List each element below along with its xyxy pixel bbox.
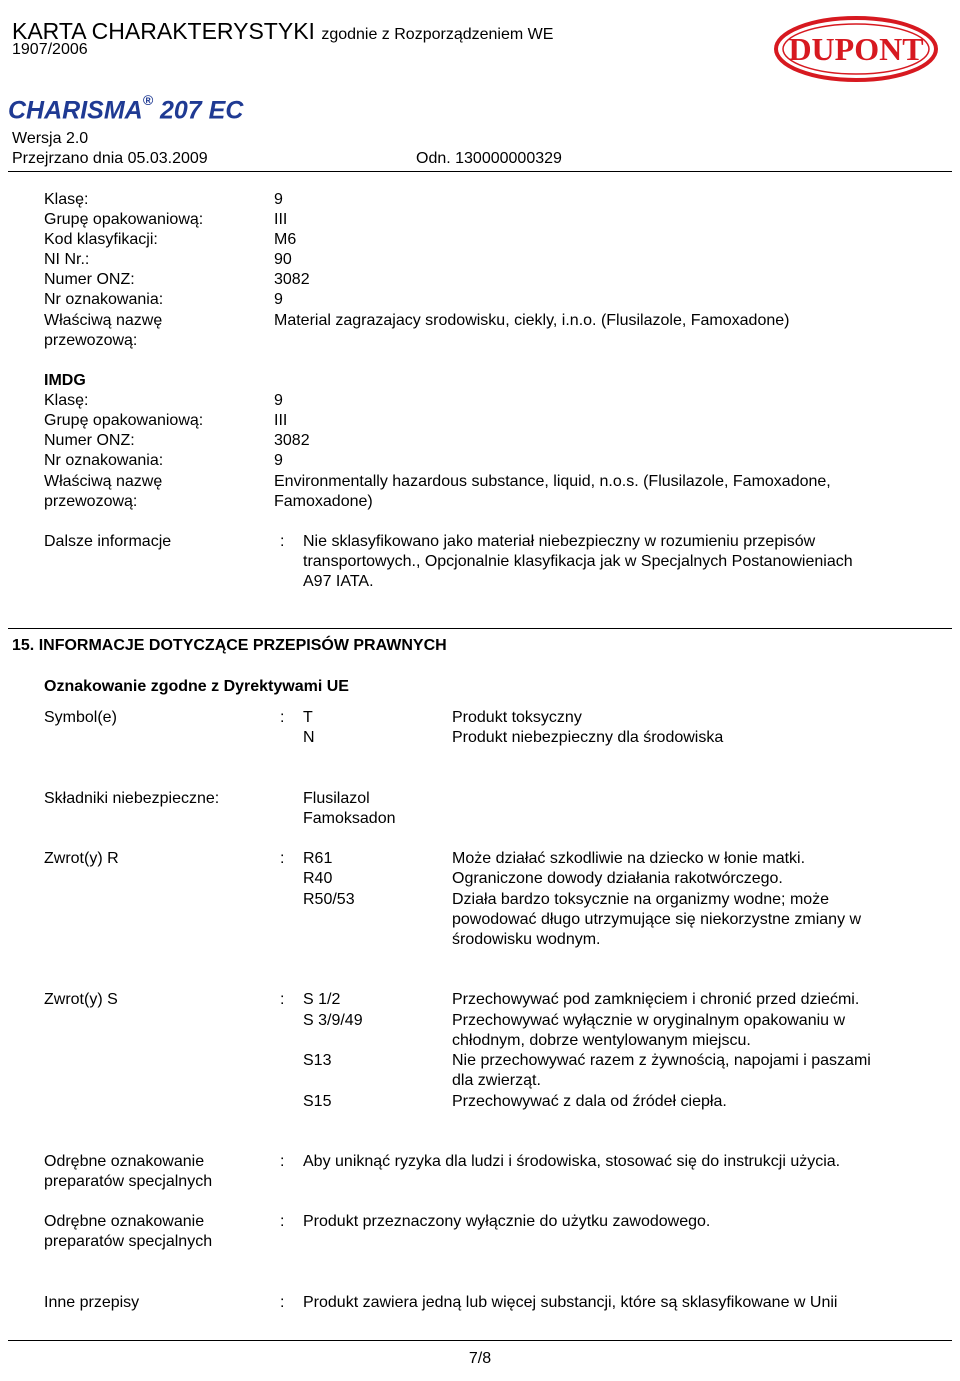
registered-mark: ®	[142, 92, 154, 108]
special-labelling-2-label-line-2: preparatów specjalnych	[44, 1233, 213, 1250]
r-phrase-text-3-line-1: Działa bardzo toksycznie na organizmy wodne; może	[452, 891, 830, 908]
hazardous-ingredients-label: Składniki niebezpieczne:	[44, 790, 220, 807]
s-phrase-text-4: Przechowywać z dala od źródeł ciepła.	[452, 1093, 727, 1110]
imdg-label-shipping-name-2: przewozową:	[44, 493, 138, 510]
section-15-heading: 15. INFORMACJE DOTYCZĄCE PRZEPISÓW PRAWNYCH	[12, 637, 447, 654]
adn-label-shipping-name-1: Właściwą nazwę	[44, 312, 163, 329]
special-labelling-1-colon: :	[280, 1153, 285, 1170]
imdg-label-marking: Nr oznakowania:	[44, 452, 164, 469]
adn-label-shipping-name-2: przewozową:	[44, 332, 138, 349]
imdg-value-un: 3082	[274, 432, 310, 449]
s-phrase-text-2-line-1: Przechowywać wyłącznie w oryginalnym opakowaniu w	[452, 1012, 846, 1029]
page-number: 7/8	[468, 1350, 492, 1367]
logo-text: DUPONT	[788, 31, 924, 67]
s-phrases-colon: :	[280, 991, 285, 1008]
imdg-label-un: Numer ONZ:	[44, 432, 135, 449]
adn-label-marking: Nr oznakowania:	[44, 291, 164, 308]
ingredient-1: Flusilazol	[303, 790, 370, 807]
eu-labelling-heading: Oznakowanie zgodne z Dyrektywami UE	[44, 678, 349, 695]
imdg-value-shipping-name-1: Environmentally hazardous substance, liquid, n.o.s. (Flusilazole, Famoxadone,	[274, 473, 831, 490]
imdg-value-class: 9	[274, 392, 283, 409]
adn-label-packing: Grupę opakowaniową:	[44, 211, 204, 228]
further-info-colon: :	[280, 533, 285, 550]
imdg-heading: IMDG	[44, 372, 86, 389]
imdg-label-packing: Grupę opakowaniową:	[44, 412, 204, 429]
adn-label-code: Kod klasyfikacji:	[44, 231, 158, 248]
symbol-code-n: N	[303, 729, 315, 746]
special-labelling-2-value: Produkt przeznaczony wyłącznie do użytku zawodowego.	[303, 1213, 711, 1230]
special-labelling-2-colon: :	[280, 1213, 285, 1230]
footer-divider	[8, 1340, 952, 1341]
s-phrase-text-3-line-1: Nie przechowywać razem z żywnością, napojami i paszami	[452, 1052, 871, 1069]
further-info-line-3: A97 IATA.	[303, 573, 374, 590]
symbol-code-t: T	[303, 709, 313, 726]
other-regulations-label: Inne przepisy	[44, 1294, 140, 1311]
s-phrase-code-1: S 1/2	[303, 991, 341, 1008]
s-phrase-text-2-line-2: chłodnym, dobrze wentylowanym miejscu.	[452, 1032, 751, 1049]
s-phrase-code-3: S13	[303, 1052, 332, 1069]
order-number: Odn. 130000000329	[416, 150, 562, 167]
other-regulations-colon: :	[280, 1294, 285, 1311]
symbol-label: Symbol(e)	[44, 709, 117, 726]
regulation-number: 1907/2006	[12, 41, 88, 58]
page-number-box	[282, 1345, 678, 1371]
symbol-desc-n: Produkt niebezpieczny dla środowiska	[452, 729, 724, 746]
document-title	[12, 18, 553, 48]
product-code: 207 EC	[160, 96, 244, 125]
adn-value-ni: 90	[274, 251, 292, 268]
adn-value-class: 9	[274, 191, 283, 208]
revision-date: Przejrzano dnia 05.03.2009	[12, 150, 208, 167]
adn-value-un: 3082	[274, 271, 310, 288]
product-name	[8, 90, 243, 124]
product-brand: CHARISMA	[8, 96, 143, 125]
r-phrase-text-3-line-2: powodować długo utrzymujące się niekorzystne zmiany w	[452, 911, 862, 928]
adn-label-ni: NI Nr.:	[44, 251, 90, 268]
s-phrases-label: Zwrot(y) S	[44, 991, 118, 1008]
r-phrase-text-3-line-3: środowisku wodnym.	[452, 931, 601, 948]
dupont-logo	[772, 14, 940, 84]
ingredient-2: Famoksadon	[303, 810, 396, 827]
s-phrase-text-1: Przechowywać pod zamknięciem i chronić przed dziećmi.	[452, 991, 860, 1008]
further-info-line-1: Nie sklasyfikowano jako materiał niebezpieczny w rozumieniu przepisów	[303, 533, 816, 550]
r-phrase-text-1: Może działać szkodliwie na dziecko w łonie matki.	[452, 850, 806, 867]
r-phrases-colon: :	[280, 850, 285, 867]
further-info-label: Dalsze informacje	[44, 533, 172, 550]
imdg-label-shipping-name-1: Właściwą nazwę	[44, 473, 163, 490]
r-phrase-text-2: Ograniczone dowody działania rakotwórczego.	[452, 870, 783, 887]
title-main: KARTA CHARAKTERYSTYKI	[12, 18, 315, 44]
title-suffix: zgodnie z Rozporządzeniem WE	[321, 26, 554, 43]
special-labelling-2-label-line-1: Odrębne oznakowanie	[44, 1213, 205, 1230]
symbol-desc-t: Produkt toksyczny	[452, 709, 582, 726]
imdg-value-marking: 9	[274, 452, 283, 469]
further-info-line-2: transportowych., Opcjonalnie klasyfikacja jak w Specjalnych Postanowieniach	[303, 553, 853, 570]
s-phrase-text-3-line-2: dla zwierząt.	[452, 1072, 541, 1089]
imdg-label-class: Klasę:	[44, 392, 89, 409]
adn-value-marking: 9	[274, 291, 283, 308]
special-labelling-1-value: Aby uniknąć ryzyka dla ludzi i środowiska, stosować się do instrukcji użycia.	[303, 1153, 841, 1170]
adn-label-un: Numer ONZ:	[44, 271, 135, 288]
special-labelling-1-label-line-1: Odrębne oznakowanie	[44, 1153, 205, 1170]
adn-value-packing: III	[274, 211, 288, 228]
special-labelling-1-label-line-2: preparatów specjalnych	[44, 1173, 213, 1190]
r-phrase-code-2: R40	[303, 870, 333, 887]
section-divider	[8, 628, 952, 629]
adn-label-class: Klasę:	[44, 191, 89, 208]
version-label: Wersja 2.0	[12, 130, 89, 147]
adn-value-shipping-name: Material zagrazajacy srodowisku, ciekly, i.n.o. (Flusilazole, Famoxadone)	[274, 312, 790, 329]
adn-value-code: M6	[274, 231, 297, 248]
imdg-value-shipping-name-2: Famoxadone)	[274, 493, 373, 510]
r-phrase-code-3: R50/53	[303, 891, 355, 908]
header-divider	[8, 171, 952, 172]
other-regulations-value: Produkt zawiera jedną lub więcej substancji, które są sklasyfikowane w Unii	[303, 1294, 838, 1311]
s-phrase-code-2: S 3/9/49	[303, 1012, 363, 1029]
r-phrase-code-1: R61	[303, 850, 333, 867]
symbol-colon: :	[280, 709, 285, 726]
r-phrases-label: Zwrot(y) R	[44, 850, 119, 867]
s-phrase-code-4: S15	[303, 1093, 332, 1110]
imdg-value-packing: III	[274, 412, 288, 429]
